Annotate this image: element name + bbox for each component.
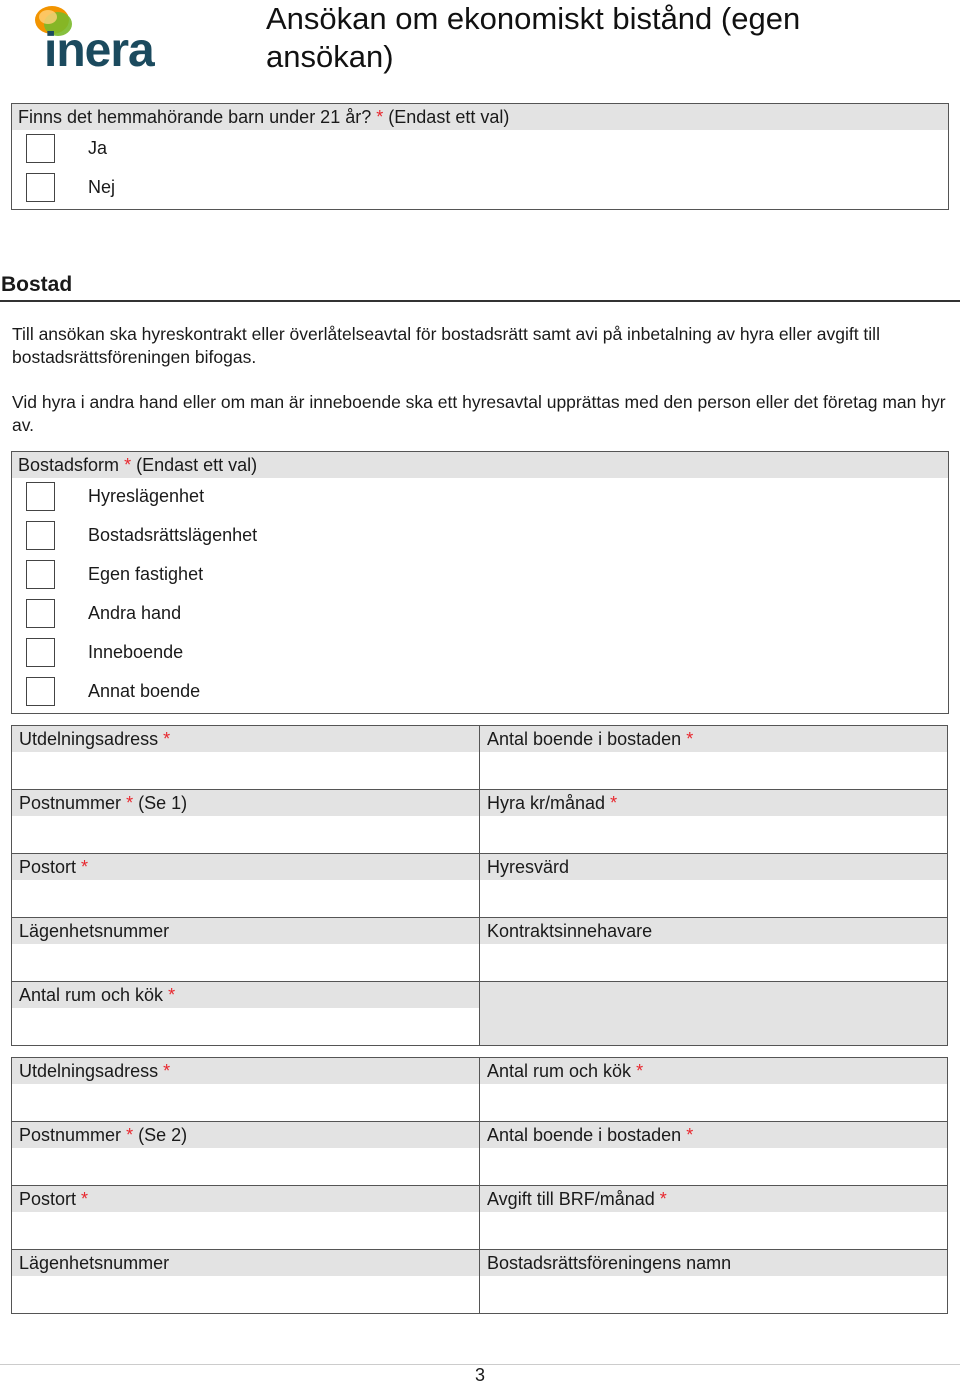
- field-label: Lägenhetsnummer: [19, 1253, 170, 1273]
- children-question-box: [11, 103, 949, 210]
- bostadsform-label: Bostadsform: [18, 455, 120, 475]
- option-label: Annat boende: [88, 681, 201, 701]
- bostad-info-paragraph-1: Till ansökan ska hyreskontrakt eller överlåtelseavtal för bostadsrätt samt avi på inbetalning av hyra eller avgift till bostadsrättsföreningen bifogas.: [12, 324, 880, 367]
- field-utdelningsadress[interactable]: [11, 725, 480, 790]
- field-label: Antal boende i bostaden: [487, 729, 682, 749]
- field-label: Postnummer: [19, 793, 122, 813]
- checkbox[interactable]: [26, 134, 55, 163]
- option-label: Andra hand: [88, 603, 182, 623]
- logo-wordmark: inera: [44, 24, 154, 77]
- field-label: Postnummer: [19, 1125, 122, 1145]
- required-mark: *: [659, 1189, 667, 1209]
- required-mark: *: [126, 793, 134, 813]
- field-postnummer-brf[interactable]: [11, 1121, 480, 1186]
- required-mark: *: [81, 857, 89, 877]
- field-label: Kontraktsinnehavare: [487, 921, 653, 941]
- required-mark: *: [126, 1125, 134, 1145]
- field-label: Antal rum och kök: [487, 1061, 632, 1081]
- required-mark: *: [168, 985, 176, 1005]
- section-title-bostad: Bostad: [1, 273, 73, 296]
- field-postort[interactable]: [11, 853, 480, 918]
- required-mark: *: [376, 107, 384, 127]
- document-title: [266, 0, 926, 76]
- field-label: Postort: [19, 857, 77, 877]
- title-line-1: Ansökan om ekonomiskt bistånd (egen: [266, 1, 801, 36]
- field-label: Hyra kr/månad: [487, 793, 606, 813]
- option-label: Ja: [88, 138, 108, 158]
- field-label: Utdelningsadress: [19, 1061, 159, 1081]
- field-lagenhetsnummer[interactable]: [11, 917, 480, 982]
- field-label: Lägenhetsnummer: [19, 921, 170, 941]
- children-question-label: Finns det hemmahörande barn under 21 år?: [18, 107, 372, 127]
- checkbox[interactable]: [26, 560, 55, 589]
- required-mark: *: [163, 729, 171, 749]
- required-mark: *: [163, 1061, 171, 1081]
- title-line-2: ansökan): [266, 39, 394, 74]
- bostad-info-paragraph-2: Vid hyra i andra hand eller om man är inneboende ska ett hyresavtal upprättas med den person eller det företag man hyr av.: [12, 392, 946, 435]
- field-postort-brf[interactable]: [11, 1185, 480, 1250]
- checkbox[interactable]: [26, 521, 55, 550]
- children-question-header: [12, 104, 948, 130]
- children-question-hint: (Endast ett val): [388, 107, 510, 127]
- field-suffix: (Se 1): [138, 793, 188, 813]
- field-kontraktsinnehavare[interactable]: [479, 917, 948, 982]
- option-label: Egen fastighet: [88, 564, 204, 584]
- field-antal-boende-brf[interactable]: [479, 1121, 948, 1186]
- bostadsform-hint: (Endast ett val): [136, 455, 258, 475]
- field-postnummer[interactable]: [11, 789, 480, 854]
- checkbox[interactable]: [26, 173, 55, 202]
- field-utdelningsadress-brf[interactable]: [11, 1057, 480, 1122]
- section-divider: [0, 300, 960, 302]
- field-label: Hyresvärd: [487, 857, 570, 877]
- field-brf-namn[interactable]: [479, 1249, 948, 1314]
- required-mark: *: [686, 729, 694, 749]
- required-mark: *: [610, 793, 618, 813]
- field-antal-rum-och-kok[interactable]: [11, 981, 480, 1046]
- checkbox[interactable]: [26, 638, 55, 667]
- option-label: Bostadsrättslägenhet: [88, 525, 258, 545]
- field-label: Bostadsrättsföreningens namn: [487, 1253, 732, 1273]
- field-label: Utdelningsadress: [19, 729, 159, 749]
- field-antal-boende[interactable]: [479, 725, 948, 790]
- option-label: Nej: [88, 177, 116, 197]
- checkbox[interactable]: [26, 482, 55, 511]
- field-label: Avgift till BRF/månad: [487, 1189, 655, 1209]
- field-label: Antal rum och kök: [19, 985, 164, 1005]
- option-label: Inneboende: [88, 642, 184, 662]
- empty-cell: [479, 981, 948, 1046]
- field-label: Antal boende i bostaden: [487, 1125, 682, 1145]
- inera-logo: [30, 2, 160, 78]
- field-lagenhetsnummer-brf[interactable]: [11, 1249, 480, 1314]
- field-label: Postort: [19, 1189, 77, 1209]
- checkbox[interactable]: [26, 677, 55, 706]
- field-avgift-brf[interactable]: [479, 1185, 948, 1250]
- required-mark: *: [124, 455, 132, 475]
- field-hyresvard[interactable]: [479, 853, 948, 918]
- bostadsform-box: [11, 451, 949, 714]
- required-mark: *: [686, 1125, 694, 1145]
- required-mark: *: [81, 1189, 89, 1209]
- page-number: 3: [474, 1365, 485, 1385]
- bostadsform-header: [12, 452, 948, 478]
- option-label: Hyreslägenhet: [88, 486, 205, 506]
- checkbox[interactable]: [26, 599, 55, 628]
- field-antal-rum-och-kok-brf[interactable]: [479, 1057, 948, 1122]
- required-mark: *: [636, 1061, 644, 1081]
- field-hyra[interactable]: [479, 789, 948, 854]
- field-suffix: (Se 2): [138, 1125, 188, 1145]
